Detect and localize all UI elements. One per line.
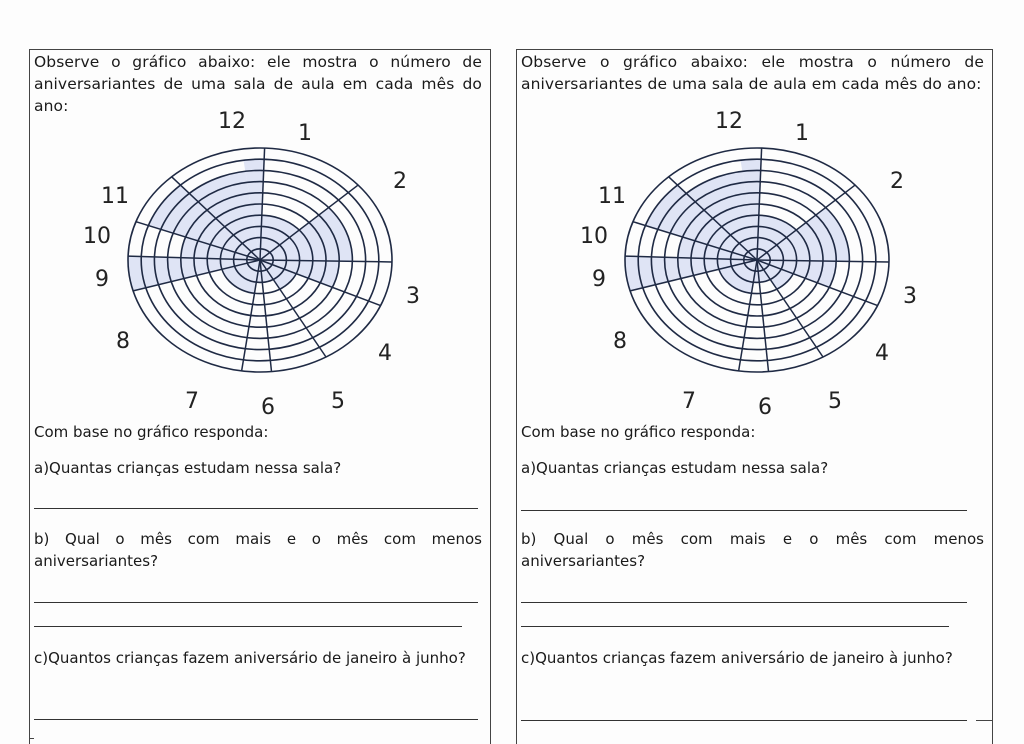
month-label-10: 10 (580, 224, 608, 249)
month-label-5: 5 (331, 389, 345, 414)
answer-line-b2[interactable] (521, 626, 949, 627)
month-label-12: 12 (218, 109, 246, 134)
question-b: b) Qual o mês com mais e o mês com menos aniversariantes? (521, 530, 984, 570)
intro-text: Observe o gráfico abaixo: ele mostra o número de aniversariantes de uma sala de aula em cada mês do ano: (34, 53, 482, 115)
question-a: a)Quantas crianças estudam nessa sala? (34, 459, 342, 477)
answer-line-a[interactable] (34, 508, 478, 509)
question-a: a)Quantas crianças estudam nessa sala? (521, 459, 829, 477)
month-label-8: 8 (116, 329, 130, 354)
answer-line-b2[interactable] (34, 626, 462, 627)
radial-birthday-chart (30, 50, 490, 430)
worksheet-left (29, 49, 491, 744)
month-label-5: 5 (828, 389, 842, 414)
answer-line-c[interactable] (521, 720, 967, 721)
question-c: c)Quantos crianças fazem aniversário de janeiro à junho? (521, 649, 953, 667)
month-label-6: 6 (758, 395, 772, 420)
radial-birthday-chart (517, 50, 987, 430)
answer-line-a[interactable] (521, 510, 967, 511)
answer-line-c[interactable] (34, 719, 478, 720)
month-label-11: 11 (598, 184, 626, 209)
month-label-10: 10 (83, 224, 111, 249)
month-label-4: 4 (875, 341, 889, 366)
month-label-9: 9 (592, 267, 606, 292)
prompt-text: Com base no gráfico responda: (34, 423, 269, 441)
crop-mark (29, 724, 34, 739)
month-label-2: 2 (890, 169, 904, 194)
month-label-7: 7 (682, 389, 696, 414)
prompt-text: Com base no gráfico responda: (521, 423, 756, 441)
month-label-6: 6 (261, 395, 275, 420)
month-label-4: 4 (378, 341, 392, 366)
month-label-1: 1 (298, 121, 312, 146)
intro-text: Observe o gráfico abaixo: ele mostra o número de aniversariantes de uma sala de aula em cada mês do ano: (521, 53, 984, 93)
month-label-9: 9 (95, 267, 109, 292)
question-c: c)Quantos crianças fazem aniversário de janeiro à junho? (34, 649, 466, 667)
month-label-3: 3 (406, 284, 420, 309)
month-label-11: 11 (101, 184, 129, 209)
crop-mark (976, 706, 992, 721)
month-label-2: 2 (393, 169, 407, 194)
month-label-1: 1 (795, 121, 809, 146)
month-label-7: 7 (185, 389, 199, 414)
question-b: b) Qual o mês com mais e o mês com menos aniversariantes? (34, 530, 482, 570)
month-label-12: 12 (715, 109, 743, 134)
answer-line-b1[interactable] (521, 602, 967, 603)
month-label-8: 8 (613, 329, 627, 354)
month-label-3: 3 (903, 284, 917, 309)
answer-line-b1[interactable] (34, 602, 478, 603)
worksheet-right (516, 49, 993, 744)
